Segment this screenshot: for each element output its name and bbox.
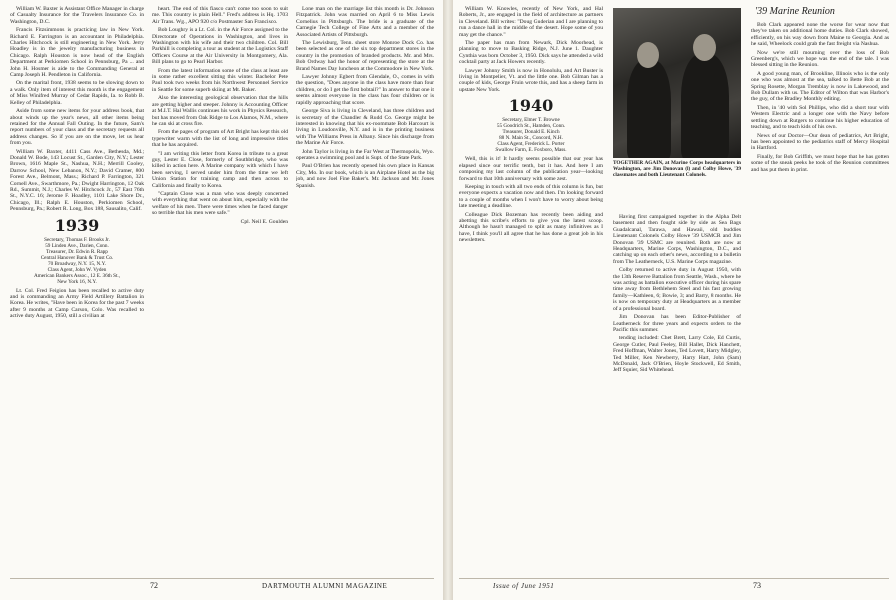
- class-officers: Secretary, Elmer T. Browne 55 Goodrich St., Hamden, Conn. Treasurer, Donald E. Kinch 88 N. Main St., Concord, N.H. Class Agent, Frederick L. Porter Swallow Farm, E. Foxboro, Mass.: [495, 117, 567, 154]
- right-column-2: [613, 214, 741, 574]
- paragraph: tending included: Chet Brett, Larry Cole, Ed Curtis, George Cutler, Paul Feeley, Bill Hallet, Dick Hanchett, Fred Hoffman, Walter Jones, Ted Lovett, Harry Midgley, Ted Miller, Ken Newberry, Harry Hart, John (Sam) McDonald, Jack O'Brien, Hoyle Stockwell, Ed Smith, Jeff Squier, Sid Whitehead.: [613, 335, 741, 374]
- paragraph: Colby returned to active duty in August 1950, with the 13th Reserve Battalion from Seattle, Wash., where he was acting as battalion executive officer during his spare time away from Bethlehem Steel and his fast growing family—Kathleen, 6; Bowie, 3; and Barry, 8 months. He is now on temporary duty at Headquarters as a member of a professional board.: [613, 267, 741, 312]
- paragraph: Francis Fitzsimmons is practicing law in New York. Richard E. Farrington is an accountant in Philadelphia. Charles Hitchcock is still engineering in New York. Jerry Hoadley is in the jewelry manufacturing business in Chicago. Ralph Houston is now head of the English Department at Perkiomen School in Pennsburg, Pa ... and John H. Hosmer is aide to the Commanding General at Camp Joseph H. Pendleton in California.: [10, 27, 144, 79]
- left-page: [0, 0, 444, 600]
- paragraph: Lone man on the marriage list this month is Dr. Johnson Fitzpatrick. John was married on April 6 to Miss Lewis Cornelius in Pittsburgh. The bride is a graduate of the Carnegie Tech College of Fine Arts and a member of the Associated Artists of Pittsburgh.: [296, 6, 434, 38]
- paragraph: The paper has man from Newark, Dick Moorhead, is planning to move to Basking Ridge, N.J. June 1. Daughter Cynthia was born October 3, 1950. Dick says he attended a wild cocktail party at Jack Howers recently.: [459, 40, 603, 66]
- paragraph: Lawyer Johnny Smith is now in Honolulu, and Art Buster is living in Montpelier, Vt. and the little one. Bob Gilman has a couple of kids, George Fruin wrote this, and has a sheep farm in upstate New York.: [459, 67, 603, 93]
- left-column-2: [152, 6, 288, 576]
- running-footer: DARTMOUTH ALUMNI MAGAZINE: [262, 582, 388, 590]
- paragraph: Now we're still mourning over the loss of Bob Greenberg's, which we hope was the end of the tale. I was blessed sitting in the Reunion.: [751, 49, 889, 69]
- paragraph: George Siva is living in Cleveland, has three children and is secretary of the Chandler & Rudd Co. George might be interested in knowing that his ex-roommate Bob Harcourt is living in Loudonville, N.Y. and is in the printing business with The Williams Press in Albany. Since his discharge from the Marine Air Force.: [296, 108, 434, 147]
- class-year-heading: 1939: [54, 215, 100, 235]
- right-page: [453, 0, 896, 600]
- paragraph: Keeping in touch with all two ends of this column is fun, but everyone expects a vacation now and then. I'm looking forward to a couple of months when I won't have to worry about being late meeting a deadline.: [459, 183, 603, 210]
- paragraph: Also the interesting geological observation that the hills are getting higher and steeper. Johnny is Accounting Officer at M.I.T. Hal Wallis continues his work in Physics Research, but has moved from Oak Ridge to Los Alamos, N.M., where he can ski at cross fire.: [152, 95, 288, 127]
- page-gutter: [443, 0, 453, 600]
- paragraph: Aside from some new items for your address book, that about winds up the year's news, all other items being retained for the Annual Fall Outing. In the future, Sam's report numbers of your class and the secretary requests all address changes. So if you are on the move, let us hear from you.: [10, 108, 144, 147]
- reunion-heading: '39 Marine Reunion: [755, 6, 835, 17]
- paragraph: Bob Clark appeared none the worse for wear now that they've taken on additional home duties. Bob Clark showed, efficiently, on his way down from Maine to Georgia. And as he said, Wheelock could grab the fast freight via Nashua.: [751, 22, 889, 48]
- left-column-1: [10, 6, 144, 576]
- paragraph: William W. Knowles, recently of New York, and Hal Roberts, Jr., are engaged in the field of architecture as partners in Cleveland. Bill writes: "Doug Guderian and I are planning to run a dance hall in the middle of the desert. Hope some of you may get the chance.": [459, 6, 603, 38]
- paragraph: From the pages of program of Art Bright has kept this old typewriter warm with the list of long and impressive titles that he has acquired.: [152, 129, 288, 149]
- paragraph: Colleague Dick Bozeman has recently been aiding and abetting this scribe's efforts to give you the latest scoop. Although he hasn't managed to split as many infinitives as I have, I think you'll all agree that he has done a great job in his newsletters.: [459, 211, 603, 244]
- letter-signature: Cpl. Neil E. Goulden: [240, 218, 288, 225]
- class-officers: Secretary, Thomas F. Brooks Jr. 59 Linden Ave., Darien, Conn. Treasurer, Dr. Edwin R. Rapp Central Hanover Bank & Trust Co. 70 Broadway, N.Y. 15, N.Y. Class Agent, John W. Vyden American Bankers Assoc., 12 E. 36th St., New York 16, N.Y.: [33, 236, 120, 285]
- paragraph: Paul O'Brien has recently opened his own place in Kansas City, Mo. In our book, which is an Airplane Hotel as the big job, and now Joel Fine Baker's. Mr. Jackson and Mr. Jones Spanish.: [296, 163, 434, 189]
- running-footer: Issue of June 1951: [493, 582, 555, 590]
- officer-figure-right: [681, 54, 729, 158]
- paragraph: From the latest information some of the class at least are in some rather excellent sitting this winter. Bachelor Pete Paul took two weeks from his Northwest Personnel Service in Seattle for some superb skiing at Mt. Baker.: [152, 67, 288, 93]
- paragraph: The Lewisburg, Tenn. sheet store Monroe Dock Co. has been selected as one of the six top department stores in the country in the promotion of branded products. Mr. and Mrs. Bob Ordway had the honor of representing the store at the Brand Names Day luncheon at the Commodore in New York.: [296, 40, 434, 72]
- paragraph: Jim Donovan has been Editor-Publisher of Leatherneck for three years and expects orders to the Pacific this summer.: [613, 314, 741, 333]
- photo-caption: TOGETHER AGAIN, at Marine Corps headquarters in Washington, are Jim Donovan (l) and Colby Howe, '39 classmates and both Lieutenant Colonels.: [613, 160, 741, 179]
- address-list: William W. Baxter, 4411 Cass Ave., Bethesda, Md.; Donald W. Bode, 143 Locust St., Garden City, N.Y.; Lester Brown, 1616 Maple St., Nashua, N.H.; Merrill Cooley, Darrow School, New Lebanon, N.Y.; David Cramer, 800 Forest Ave., Belmont, Mass.; Richard P. Farrington, 321 Cornell Ave., Swarthmore, Pa.; Dwight Harrington, 12 Oak Rd., Summit, N.J.; Charles W. Hitchcock Jr., 57 East 76th St., N.Y.C. 16; Jerome F. Hoadley, 1101 Lake Shore Dr., Chicago, Ill.; Ralph E. Houston, Perkiomen School, Pennsburg, Pa.; Robert R. Long, Box 188, Sausalito, Calif.: [10, 148, 144, 213]
- paragraph: William W. Baxter is Assistant Office Manager in charge of Casualty Insurance for the Travelers Insurance Co. in Washington, D.C.: [10, 6, 144, 25]
- paragraph: heart. The end of this fiasco can't come too soon to suit me. This country is plain Hell." Fred's address is Hq. 1703 Air Trans. Wg., APO 920 c/o Postmaster San Francisco.: [152, 6, 288, 25]
- paragraph: News of our Doctor—Our dean of pediatrics, Art Bright, has been appointed to the pediatrics staff of Mercy Hospital in Hartford.: [751, 132, 889, 152]
- paragraph: Then, in '40 with Sol Phillips, who did a short tour with Western Electric and a longer one with the Navy before settling down at Rutgers to continue his higher education of teaching, and to teach kids of his own.: [751, 104, 889, 131]
- officer-figure-left: [627, 60, 671, 158]
- paragraph: Lt. Col. Fred Feigion has been recalled to active duty and is commanding an Army Field Artillery Battalion in Korea. He writes, "Have been in Korea for the past 7 weeks after 9 months at Camp Carson, Colo. Was recalled to active duty August, 1950, still a civilian at: [10, 287, 144, 320]
- page-number: 73: [753, 581, 761, 590]
- page-number: 72: [150, 581, 158, 590]
- paragraph: Well, this is it! It hardly seems possible that our year has elapsed since our terrific tenth, but it has. And here I am composing my last column of the publication year—looking forward to that 10th anniversary with some zest.: [459, 156, 603, 182]
- letter-paragraph: "Captain Close was a man who was deeply concerned with everything that went on about him, especially with the welfare of his men. There were times when he faced danger so terrible that his men were safe.": [152, 190, 288, 217]
- officer-face-left: [637, 42, 659, 68]
- paragraph: Having first campaigned together in the Alpha Delt basement and then fought side by side as Sea Bags Guadalcanal, Tarawa, and Hawaii, old buddies Lieutenant Colonels Colby Howe '39 USMCR and Jim Donovan '39 USMC are reunited. Both are now at Headquarters, Marine Corps, Washington, D.C., and catching up on each other's news, according to a bulletin from The Leatherneck, U.S. Marine Corps magazine.: [613, 214, 741, 265]
- class-year-heading: 1940: [508, 96, 554, 116]
- right-column-3: [751, 22, 889, 574]
- footer-rule: [459, 578, 889, 579]
- marine-officers-photo: [613, 8, 741, 158]
- paragraph: A good young man, of Brookline, Illinois who is the only one who was almost at the sea, talked to Bette Bob at the Spring Rosette, Morgan Tremblay is now in Lakewood, and Bob Dullam with us. The Editor of Wilton that was Harbor's the guy, of the Bradley Monthly editing.: [751, 70, 889, 103]
- letter-paragraph: "I am writing this letter from Korea in tribute to a great guy, Lester E. Close, formerly of Southbridge, who was killed in action here. A Marine company with which I have been serving, I served under him from the time we left Union Station for training camp and then across to California and finally to Korea.: [152, 150, 288, 189]
- footer-rule: [10, 578, 434, 579]
- paragraph: Bob Loughry is a Lt. Col. in the Air Force assigned to the Directorate of Operations in Washington, and lives in Washington with his wife and their two children. Col. Bill Parkhill is completing a tour as student at the Logistics Staff Officers Course at the Air University in Montgomery, Ala. Bill plans to go to Pearl Harbor.: [152, 27, 288, 66]
- paragraph: John Taylor is living in the Far West at Thermopolis, Wyo. operates a swimming pool and is Supt. of the State Park.: [296, 148, 434, 161]
- paragraph: Finally, for Bob Griffith, we must hope that he has gotten some of the sneak peeks he took of the Reunion committees and has put them in print.: [751, 153, 889, 173]
- left-column-3: [296, 6, 434, 576]
- paragraph: On the marital front, 1938 seems to be slowing down to a walk. Only item of interest this month is the engagement of Miss Winifred Murray of Cedar Rapids, Ia. to Robb B. Kelley of Philadelphia.: [10, 80, 144, 106]
- officer-face-right: [693, 34, 716, 61]
- right-column-1: [459, 6, 603, 576]
- paragraph: Lawyer Johnny Egbert from Glendale, O., comes in with the question, "Does anyone in the class have more than four children, or do I get the first bobtail?" In answer to that one it seems almost everyone in the class has four children or is rapidly approaching that score.: [296, 74, 434, 106]
